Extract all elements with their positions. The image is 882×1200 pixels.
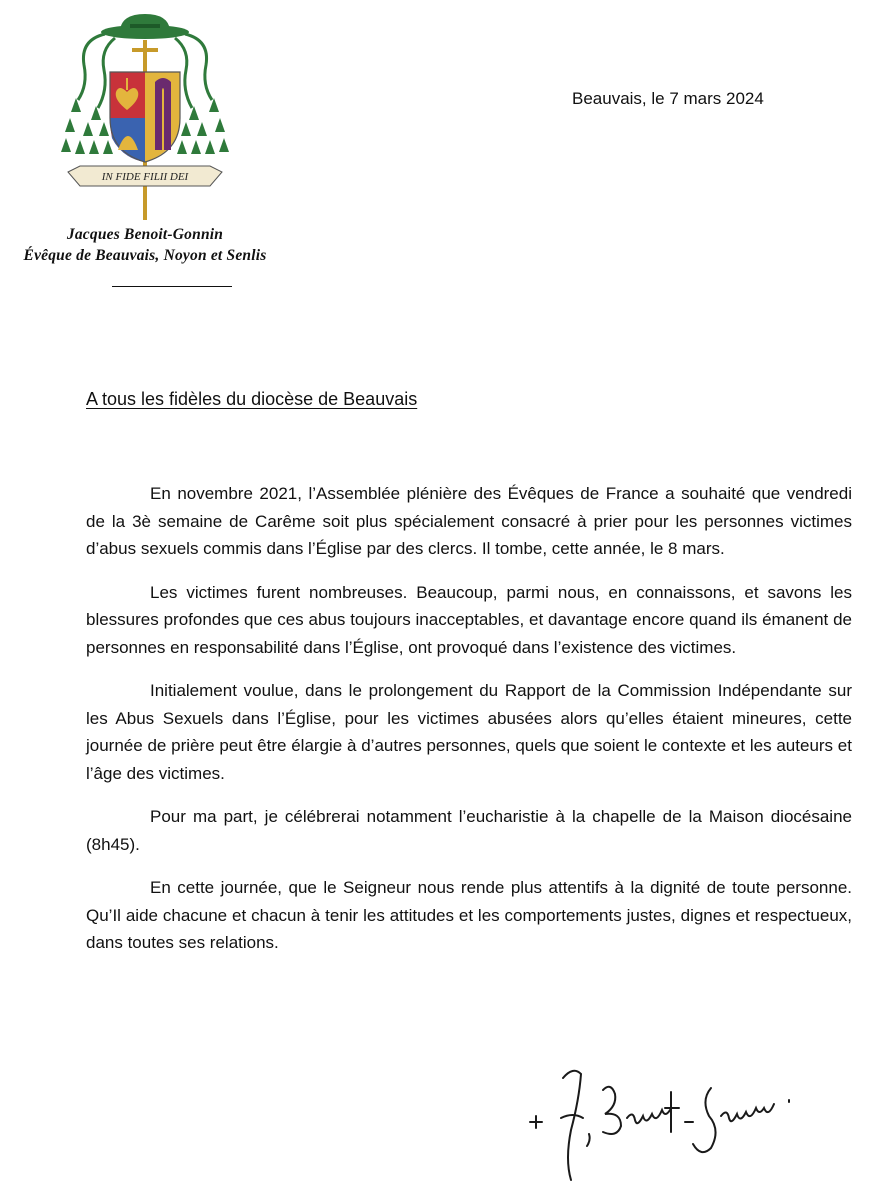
- motto-ribbon: [68, 166, 222, 186]
- motto-text: IN FIDE FILII DEI: [101, 171, 189, 183]
- paragraph: Les victimes furent nombreuses. Beaucoup, parmi nous, en connaissons, et savons les blessures profondes que ces abus toujours inacceptables, et davantage encore quand ils émanent de personnes en responsabilité dans l’Église, ont provoqué dans l’existence des victimes.: [86, 582, 852, 657]
- paragraph: Pour ma part, je célébrerai notamment l’eucharistie à la chapelle de la Maison diocésaine (8h45).: [86, 807, 852, 854]
- tassels-right-icon: [177, 98, 229, 154]
- galero-hat-icon: [101, 14, 189, 39]
- bishop-title: Évêque de Beauvais, Noyon et Senlis: [23, 247, 267, 264]
- letter-body: [86, 480, 852, 973]
- episcopal-coat-of-arms: [60, 10, 230, 220]
- paragraph: En cette journée, que le Seigneur nous rende plus attentifs à la dignité de toute personne. Qu’Il aide chacune et chacun à tenir les attitudes et les comportements justes, dignes et respectueux, dans toutes ses relations.: [86, 878, 852, 952]
- paragraph: Initialement voulue, dans le prolongement du Rapport de la Commission Indépendante sur les Abus Sexuels dans l’Église, pour les victimes abusées alors qu’elles étaient mineures, cette journée de prière peut être élargie à d’autres personnes, quels que soient le contexte et les auteurs et l’âge des victimes.: [86, 681, 852, 783]
- handwritten-signature: [525, 1060, 805, 1190]
- letterhead-divider: [112, 286, 232, 287]
- date-line: Beauvais, le 7 mars 2024: [572, 89, 764, 108]
- salutation: A tous les fidèles du diocèse de Beauvais: [86, 389, 418, 409]
- bishop-name: Jacques Benoit-Gonnin: [66, 226, 224, 243]
- shield-icon: [110, 72, 180, 162]
- paragraph: En novembre 2021, l’Assemblée plénière des Évêques de France a souhaité que vendredi de la 3è semaine de Carême soit plus spécialement consacré à prier pour les personnes victimes d’abus sexuels commis dans l’Église par des clercs. Il tombe, cette année, le 8 mars.: [86, 484, 852, 558]
- tassels-left-icon: [61, 98, 113, 154]
